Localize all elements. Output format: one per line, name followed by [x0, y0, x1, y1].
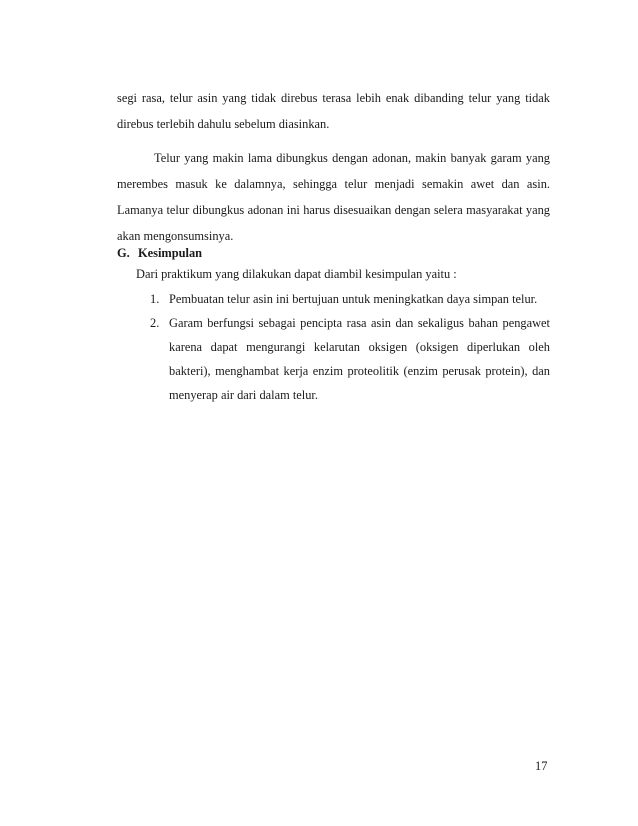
list-item — [150, 311, 550, 407]
body-paragraph-continuation: segi rasa, telur asin yang tidak direbus terasa lebih enak dibanding telur yang tidak direbus terlebih dahulu sebelum diasinkan. — [117, 91, 550, 131]
section-title: Kesimpulan — [138, 246, 203, 260]
page-number: 17 — [535, 759, 548, 773]
list-item — [150, 287, 550, 311]
section-heading — [117, 243, 202, 263]
list-item-text: Pembuatan telur asin ini bertujuan untuk meningkatkan daya simpan telur. — [169, 292, 538, 306]
list-item-number: 2. — [150, 316, 160, 330]
list-item-number: 1. — [150, 292, 160, 306]
body-paragraph-indented: Telur yang makin lama dibungkus dengan adonan, makin banyak garam yang merembes masuk ke dalamnya, sehingga telur menjadi semakin awet dan asin. Lamanya telur dibungkus adonan ini harus disesuaikan dengan selera masyarakat yang akan mengonsumsinya. — [117, 151, 550, 243]
section-letter: G. — [117, 246, 130, 260]
section-intro: Dari praktikum yang dilakukan dapat diambil kesimpulan yaitu : — [136, 267, 457, 281]
conclusion-list — [150, 287, 550, 407]
list-item-text: Garam berfungsi sebagai pencipta rasa asin dan sekaligus bahan pengawet karena dapat mengurangi kelarutan oksigen (oksigen diperlukan oleh bakteri), menghambat kerja enzim proteolitik (enzim perusak protein), dan menyerap air dari dalam telur. — [169, 316, 550, 402]
